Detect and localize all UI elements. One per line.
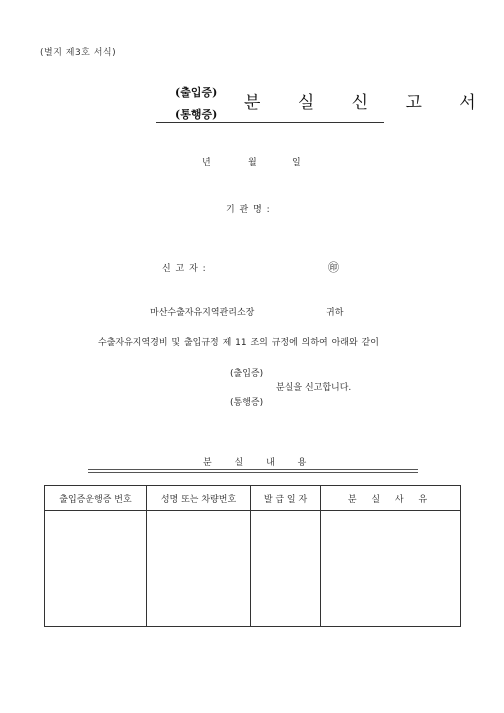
agency-label: 기 관 명 : — [226, 205, 271, 215]
header-loss-reason: 분 실 사 유 — [321, 486, 461, 511]
report-statement: 분실을 신고합니다. — [276, 383, 352, 393]
table-header-row — [45, 486, 461, 511]
doc-type-transit-pass: (통행증) — [175, 108, 218, 121]
header-name-or-plate: 성명 또는 차량번호 — [147, 486, 251, 511]
table-row — [45, 511, 461, 627]
pass-type-entry: (출입증) — [230, 369, 264, 379]
date-month-label: 월 — [248, 158, 257, 168]
title-underline — [156, 122, 384, 123]
reporter-label: 신 고 자 : — [162, 264, 207, 274]
cell-issue-date[interactable] — [251, 511, 321, 627]
cell-loss-reason[interactable] — [321, 511, 461, 627]
addressee: 마산수출자유지역관리소장 — [150, 308, 255, 318]
form-number: (별지 제3호 서식) — [40, 48, 117, 58]
cell-name-or-plate[interactable] — [147, 511, 251, 627]
section-title: 분 실 내 용 — [203, 458, 307, 468]
lost-items-table — [44, 485, 461, 627]
section-double-rule — [88, 469, 418, 473]
cell-pass-number[interactable] — [45, 511, 147, 627]
date-year-label: 년 — [202, 158, 211, 168]
honorific: 귀하 — [326, 308, 344, 318]
document-title: 분 실 신 고 서 — [244, 93, 492, 113]
seal-mark: ㊞ — [328, 261, 339, 274]
date-day-label: 일 — [292, 158, 301, 168]
header-pass-number: 출입증운행증 번호 — [45, 486, 147, 511]
header-issue-date: 발 급 일 자 — [251, 486, 321, 511]
body-text: 수출자유지역경비 및 출입규정 제 11 조의 규정에 의하여 아래와 같이 — [98, 338, 379, 348]
doc-type-entry-pass: (출입증) — [175, 86, 218, 99]
pass-type-transit: (통행증) — [230, 398, 264, 408]
